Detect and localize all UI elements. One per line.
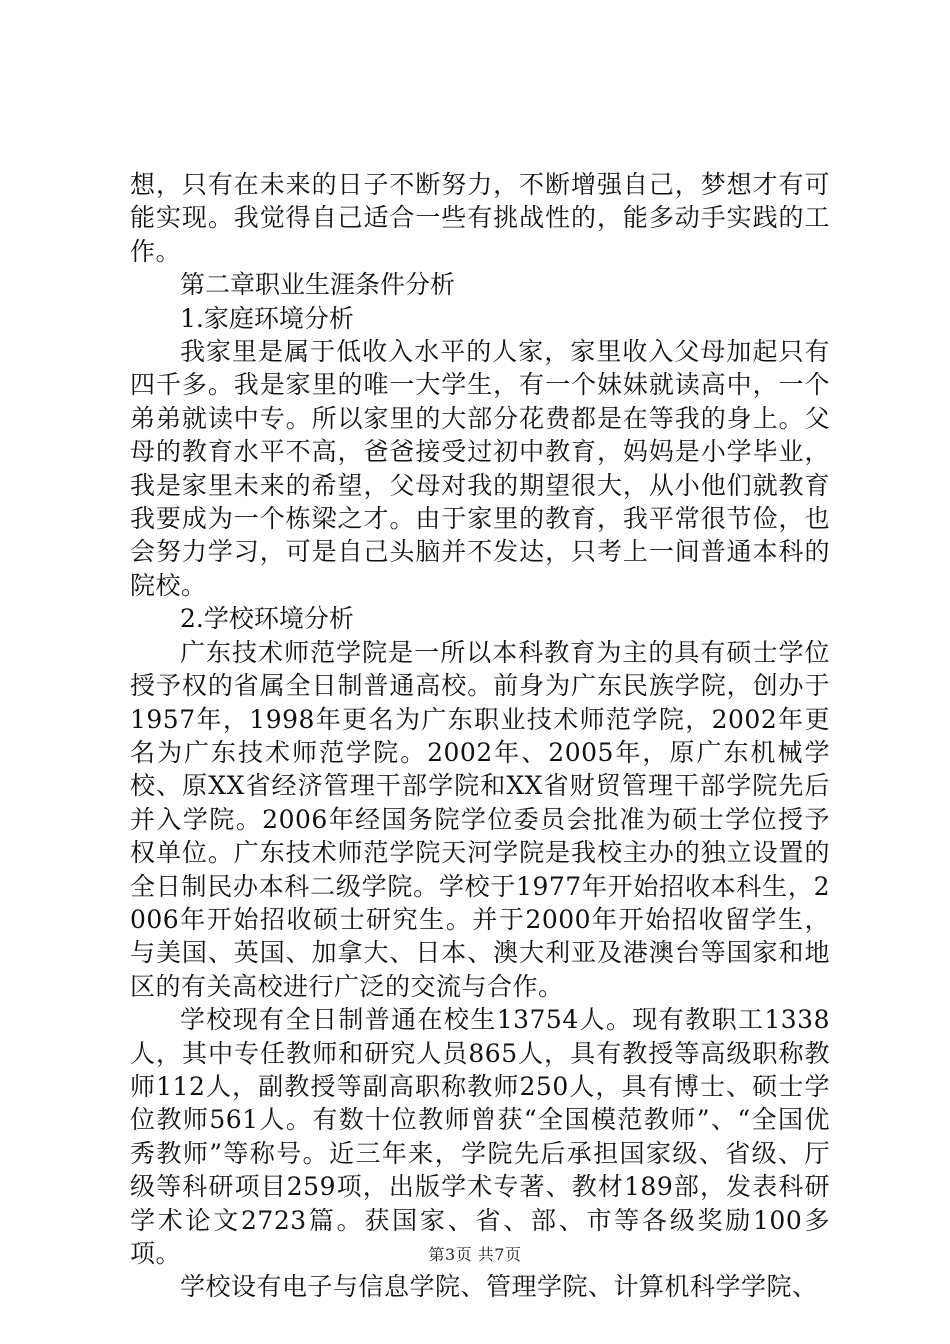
paragraph-school-staff: 学校现有全日制普通在校生13754人。现有教职工1338人，其中专任教师和研究人员865人，具有教授等高级职称教师112人，副教授等副高职称教师250人，具有博士、硕士学位教师561人。有数十位教师曾获“全国模范教师”、“全国优秀教师”等称号。近三年来，学院先后承担国家级、省级、厅级等科研项目259项，出版学术专著、教材189部，发表科研学术论文2723篇。获国家、省、部、市等各级奖励100多项。 bbox=[130, 1005, 830, 1268]
section-heading-family: 1.家庭环境分析 bbox=[180, 303, 354, 333]
chapter-heading: 第二章职业生涯条件分析 bbox=[180, 270, 456, 300]
paragraph-family: 我家里是属于低收入水平的人家，家里收入父母加起只有四千多。我是家里的唯一大学生，有一个妹妹就读高中，一个弟弟就读中专。所以家里的大部分花费都是在等我的身上。父母的教育水平不高，爸爸接受过初中教育，妈妈是小学毕业，我是家里未来的希望，父母对我的期望很大，从小他们就教育我要成为一个栋梁之才。由于家里的教育，我平常很节俭，也会努力学习，可是自己头脑并不发达，只考上一间普通本科的院校。 bbox=[130, 337, 830, 600]
paragraph-school-history: 广东技术师范学院是一所以本科教育为主的具有硕士学位授予权的省属全日制普通高校。前身为广东民族学院，创办于1957年，1998年更名为广东职业技术师范学院，2002年更名为广东技术师范学院。2002年、2005年，原广东机械学校、原XX省经济管理干部学院和XX省财贸管理干部学院先后并入学院。2006年经国务院学位委员会批准为硕士学位授予权单位。广东技术师范学院天河学院是我校主办的独立设置的全日制民办本科二级学院。学校于1977年开始招收本科生，2006年开始招收硕士研究生。并于2000年开始招收留学生，与美国、英国、加拿大、日本、澳大利亚及港澳台等国家和地区的有关高校进行广泛的交流与合作。 bbox=[130, 637, 830, 1001]
page-footer: 第3页 共7页 bbox=[428, 1245, 522, 1264]
document-body bbox=[130, 168, 830, 1304]
paragraph-school-colleges: 学校设有电子与信息学院、管理学院、计算机科学学院、 bbox=[180, 1272, 818, 1302]
paragraph-continuation: 想，只有在未来的日子不断努力，不断增强自己，梦想才有可能实现。我觉得自己适合一些有挑战性的，能多动手实践的工作。 bbox=[130, 170, 830, 266]
section-heading-school: 2.学校环境分析 bbox=[180, 604, 354, 634]
